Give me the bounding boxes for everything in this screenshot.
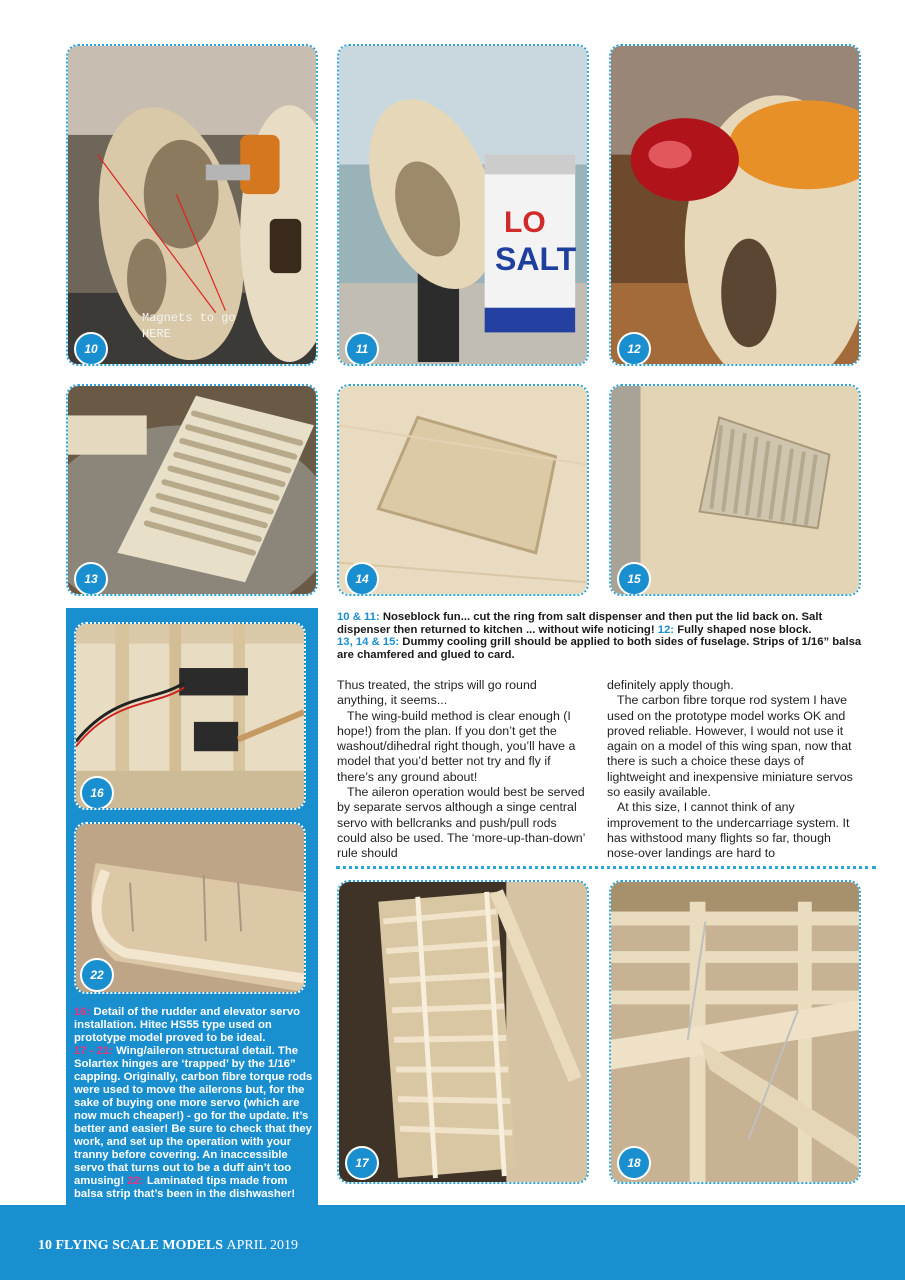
body-paragraph: definitely apply though. [607,678,734,692]
photo-number-badge: 15 [617,562,651,596]
caption-text: Detail of the rudder and elevator servo installation. Hitec HS55 type used on prototype model proved to be ideal. [74,1006,301,1044]
photo-number-badge: 22 [80,958,114,992]
photo-number-badge: 12 [617,332,651,366]
photo-number-badge: 18 [617,1146,651,1180]
photo-number-badge: 17 [345,1146,379,1180]
photo-18 [609,880,861,1184]
body-column-2 [607,678,859,862]
photo-17 [337,880,589,1184]
caption-ref: 13, 14 & 15: [337,636,400,648]
salt-dispenser-image [339,46,587,364]
body-paragraph: At this size, I cannot think of any improvement to the undercarriage system. It has withstood many flights so far, though nose-over landings are hard to [607,800,850,861]
shaped-noseblock-image [611,46,859,364]
body-paragraph: Thus treated, the strips will go round anything, it seems... [337,678,537,708]
photo-number-badge: 13 [74,562,108,596]
caption-ref: 16: [74,1006,91,1018]
photo-number-badge: 11 [345,332,379,366]
photo-11 [337,44,589,366]
caption-text: Laminated tips made from balsa strip that’s been in the dishwasher! [74,1175,296,1200]
photo-number-badge: 16 [80,776,114,810]
servo-installation-image [76,624,304,808]
caption-ref: 22: [127,1175,144,1187]
caption-text: Dummy cooling grill should be applied to both sides of fuselage. Strips of 1/16” balsa are chamfered and glued to card. [337,636,862,661]
photo-10 [66,44,318,366]
photo-number-badge: 14 [345,562,379,596]
body-paragraph: The wing-build method is clear enough (I hope!) from the plan. If you don’t get the washout/dihedral right though, you’ll have a model that you’d better not try and fly if there’s any ground about! [337,708,576,784]
photo-22 [74,822,306,994]
photo-15 [609,384,861,596]
caption-ref: 17 - 21: [74,1045,113,1057]
folio [38,1238,298,1254]
grill-fitted-image [611,386,859,594]
body-paragraph: The carbon fibre torque rod system I have used on the prototype model works OK and proved reliable. However, I would not use it again on a model of this wing span, now that there is such a choice these days of lightweight and inexpensive miniature servos so easily available. [607,693,853,800]
photo-12 [609,44,861,366]
caption-ref: 10 & 11: [337,611,380,623]
body-paragraph: The aileron operation would best be served by separate servos although a singe central servo with bellcranks and push/pull rods could also be used. The ‘more-up-than-down’ rule should [337,785,585,861]
photo-caption [337,611,865,661]
section-divider [336,866,876,869]
salt-label: SALT [495,241,577,277]
lo-label: LO [504,206,546,239]
issue-date: APRIL 2019 [226,1238,298,1253]
caption-text: Noseblock fun... cut the ring from salt dispenser and then put the lid back on. Salt dispenser then returned to kitchen ... without wife noticing! [337,611,823,636]
photo-14 [337,384,589,596]
caption-ref: 12: [657,623,675,636]
aileron-detail-image [611,882,859,1182]
photo-16 [74,622,306,810]
cooling-grill-card-image [68,386,316,594]
page-number: 10 [38,1238,52,1253]
body-column-1 [337,678,589,862]
grill-recess-image [339,386,587,594]
magnets-annotation: Magnets to go HERE [142,311,236,341]
caption-text: Fully shaped nose block. [674,623,812,636]
caption-text: Wing/aileron structural detail. The Solartex hinges are ‘trapped’ by the 1/16” capping. Originally, carbon fibre torque rods were used to move the ailerons but, for the sake of buying one more servo (which are now much cheaper!) - go for the update. It’s better and easier! Be sure to check that they work, and set up the operation with your tranny before covering. An inaccessible servo that turns out to be a duff ain’t too amusing! [74,1045,313,1187]
photo-13 [66,384,318,596]
wing-structure-image [339,882,587,1182]
magazine-title: FLYING SCALE MODELS [55,1238,224,1253]
photo-number-badge: 10 [74,332,108,366]
sidebar-caption [74,1006,318,1201]
